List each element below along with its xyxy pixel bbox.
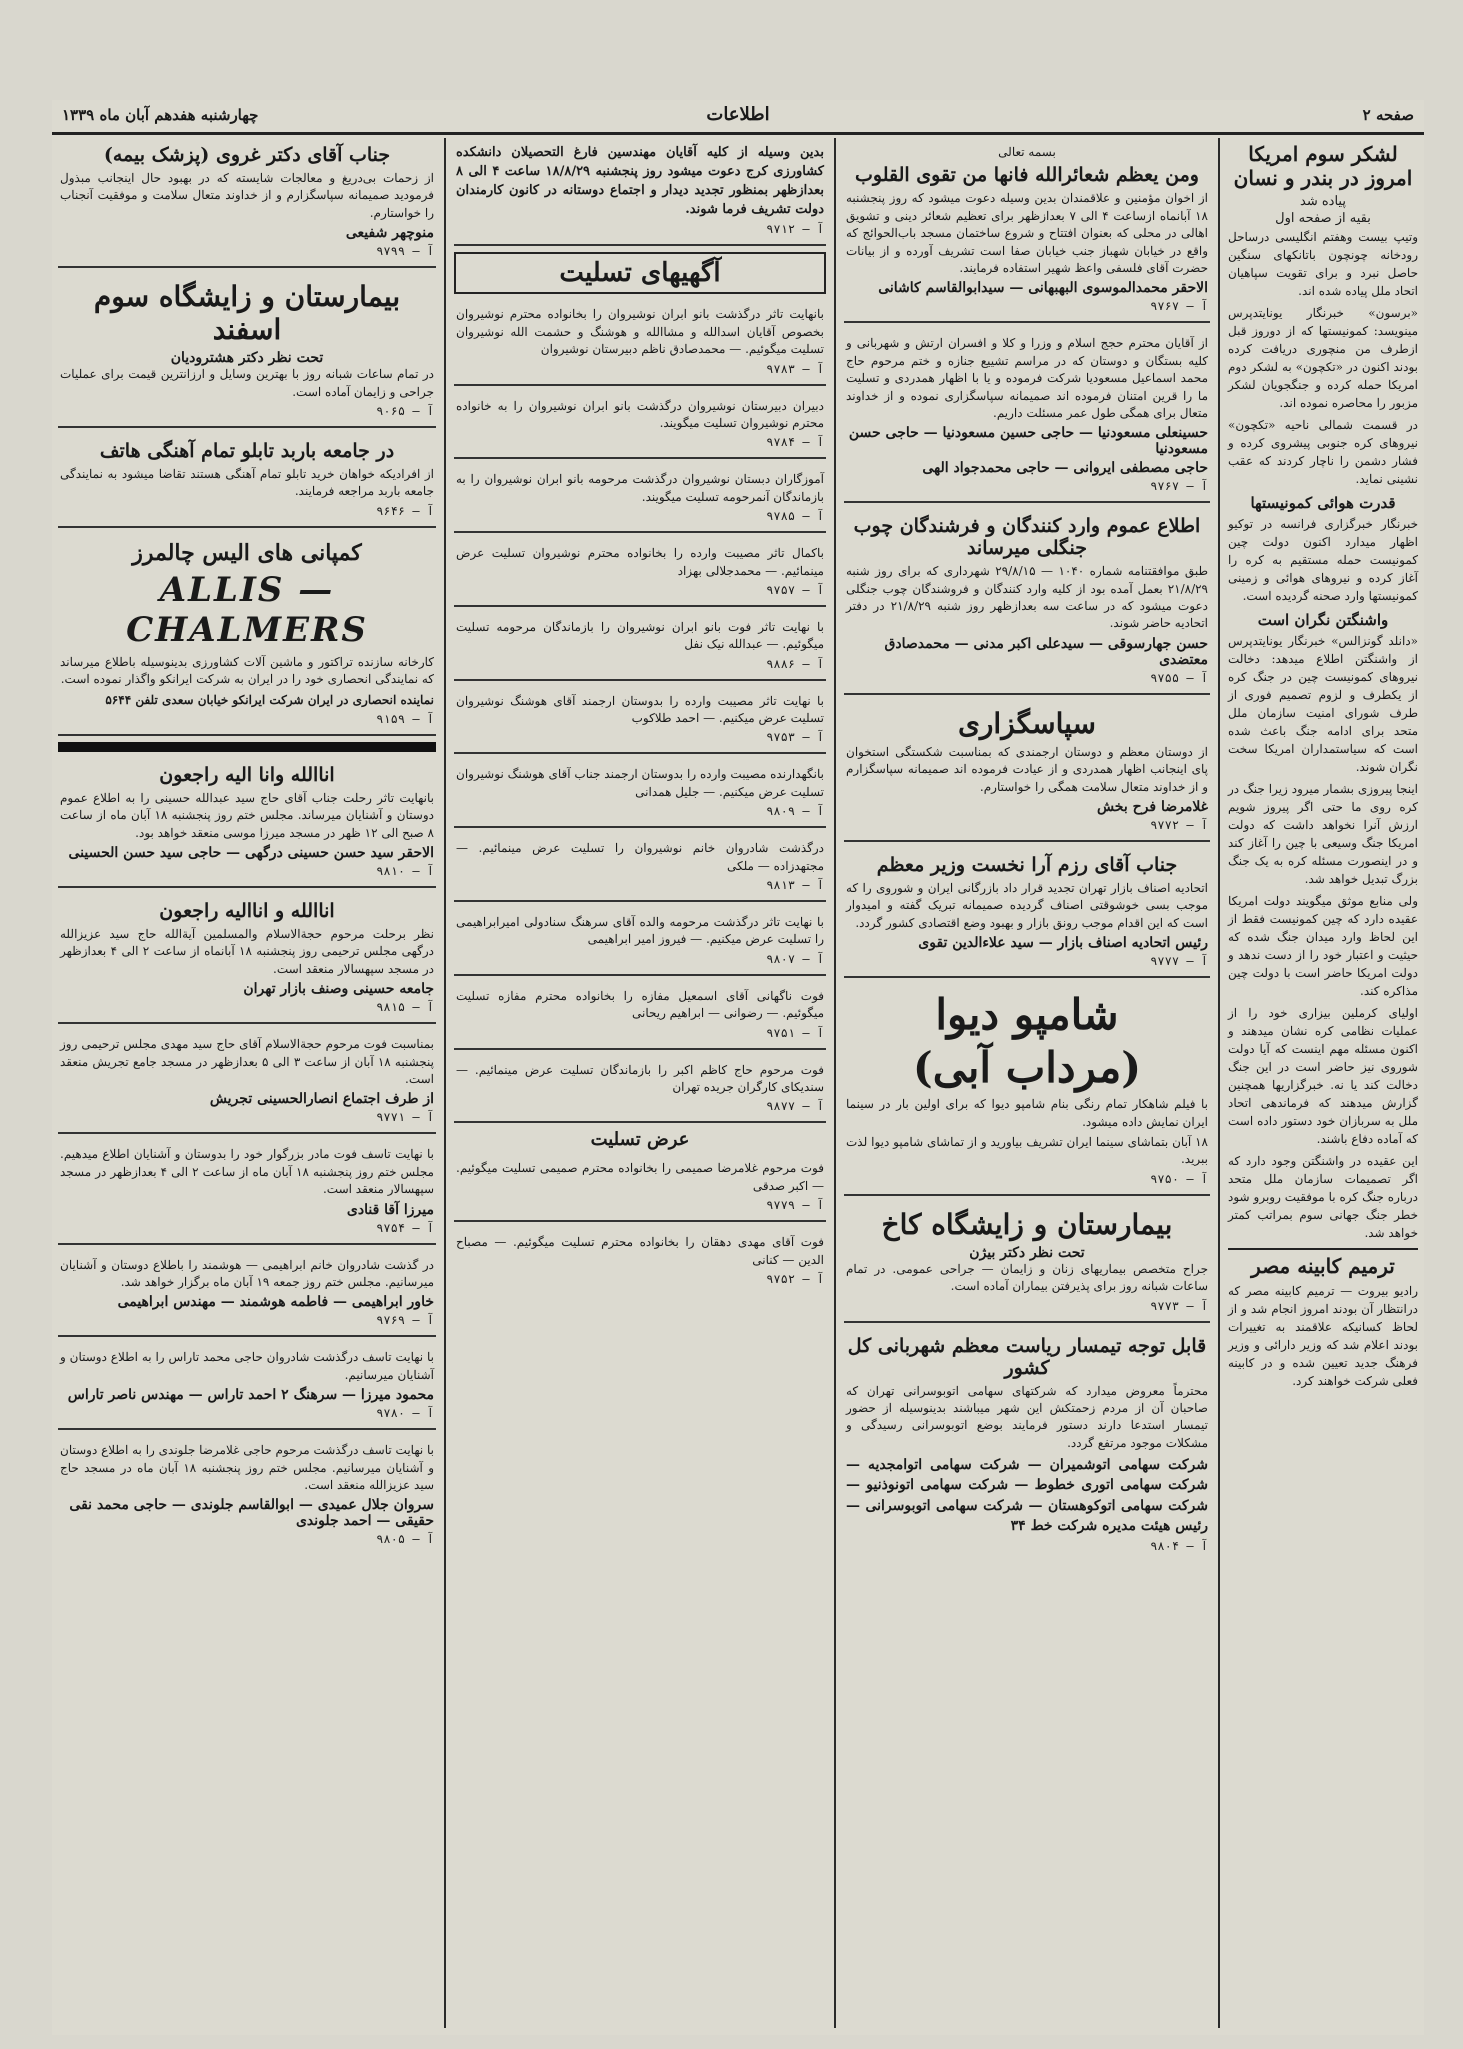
condolence-text: باکمال تاثر مصیبت وارده را بخانواده محترم نوشیروان تسلیت عرض مینمائیم. — محمدجلالی بهزاد <box>456 546 824 578</box>
ad-title: اطلاع عموم وارد کنندگان و فرشندگان چوب جنگلی میرساند <box>853 515 1201 560</box>
ad-text: بمناسبت فوت مرحوم حجة‌الاسلام آقای حاج سید مهدی مجلس ترحیمی روز پنجشنبه ۱۸ آبان از ساعت ۳ الی ۵ بعدازظهر در مسجد جامع تجریش منعقد است. <box>60 1037 435 1087</box>
column-divider <box>834 138 836 2028</box>
article-continued: بقیه از صفحه اول <box>1275 211 1371 226</box>
ad-text: بانهایت تاثر رحلت جناب آقای حاج سید عبدالله حسینی را به اطلاع عموم دوستان و آشنایان میرساند. مجلس ختم روز پنجشنبه ۱۸ آبان ماه از ساعت ۸ صبح الی ۱۲ ظهر در مسجد میرزا موسی منعقد خواهد بود. <box>60 790 434 840</box>
column-ads-4 <box>52 138 442 2028</box>
condolence-item <box>454 539 826 607</box>
ad-code: آ — ۹۸۰۵ <box>376 1532 434 1547</box>
ad-signature: جامعه حسینی وصنف بازار تهران <box>243 981 434 998</box>
ad-text: محترماً معروض میدارد که شرکتهای سهامی اتوبوسرانی تهران که صاحبان آن از مردم زحمتکش این شهر میباشند بدینوسیله از حضور تیمسار استدعا دارند دستور فرمایند بوضع اتوبوسرانی رسیدگی و مشکلات موجود مرتفع گردد. <box>846 1383 1208 1450</box>
article-paragraph: خبرنگار خبرگزاری فرانسه در توکیو اظهار میدارد اکنون دولت چین کمونیست حمله مستقیم به کره را آغاز کرده و نیروهای هوائی و زمینی کمونیستها وارد صحنه گردیده است. <box>1228 517 1418 603</box>
article-paragraph: «برسون» خبرنگار یونایتدپرس مینویسد: کمونیستها که از دوروز قبل ازطرف من منچوری دریافت کرده بودند اکنون در «تکچون» به لشکر دوم امریکا حمله کرده و جنگجویان لشکر مزبور را محاصره نموده اند. <box>1228 306 1418 410</box>
ad-text: با نهایت تاسف درگذشت شادروان حاجی محمد تاراس را به اطلاع دوستان و آشنایان میرسانیم. <box>60 1350 434 1382</box>
ad-code: آ — ۹۸۷۷ <box>766 1099 824 1114</box>
condolence-text: بانهایت تاثر درگذشت بانو ابران نوشیروان را بخانواده محترم نوشیروان بخصوص آقایان اسدالله و مشاالله و هوشنگ و حشمت الله نوشیروان تسلیت میگوئیم. — محمدصادق ناظم دبیرستان نوشیروان <box>456 307 824 357</box>
ad-subtitle: تحت نظر دکتر هشترودیان <box>170 350 324 367</box>
ad-dr-gharavi <box>58 138 436 268</box>
condolence-item <box>454 300 826 385</box>
page-number: صفحه ۲ <box>1362 106 1414 124</box>
condolence-text: بانگهدارنده مصیبت وارده را بدوستان ارجمند جناب آقای هوشنگ نوشیروان تسلیت عرض میکنیم. — جلیل همدانی <box>456 767 824 799</box>
ad-wood-sellers <box>844 509 1210 695</box>
ad-obituary-2 <box>58 894 436 1024</box>
condolence-item <box>454 834 826 902</box>
ad-title: جناب آقای دکتر غروی (پزشک بیمه) <box>103 144 391 166</box>
ad-text: با نهایت تاسف درگذشت مرحوم حاجی غلامرضا جلوندی را به اطلاع دوستان و آشنایان میرسانیم. مجلس ختم روز پنجشنبه ۱۸ آبان ماه در مسجد حاج سید عزیزالله منعقد است. <box>60 1443 434 1492</box>
article-title: ترمیم کابینه مصر <box>1251 1254 1395 1278</box>
condolence-item <box>454 392 826 460</box>
article-paragraph: ولی منابع موثق میگویند دولت امریکا عقیده دارد که چین کمونیست فقط از این لحاظ وارد میدان جنگ شده که حیثیت و اعتبار خود را از دست ندهد و دولت امریکا حاضر است با دولت چین مذاکره کند. <box>1228 894 1418 998</box>
condolence-text: درگذشت شادروان خانم نوشیروان را تسلیت عرض مینمائیم. — مجتهدزاده — ملکی <box>456 841 824 873</box>
column-divider <box>444 138 446 2028</box>
ad-text: با نهایت تاسف فوت مادر بزرگوار خود را بدوستان و آشنایان اطلاع میدهیم. مجلس ختم روز پنجشنبه ۱۸ آبان ماه از ساعت ۲ الی ۴ بعدازظهر در مسجد سپهسالار منعقد است. <box>60 1147 434 1197</box>
article-paragraph: وتیپ بیست وهفتم انگلیسی درساحل رودخانه چونچون باتانکهای سنگین حاصل نبرد و برای تقویت سپاهیان اتحاد ملل پیاده شده اند. <box>1228 230 1418 298</box>
article-egypt <box>1228 1248 1418 1390</box>
ad-code: آ — ۹۷۸۴ <box>766 435 824 450</box>
ad-obituary-7 <box>58 1436 436 1554</box>
ad-text: طبق موافقتنامه شماره ۱۰۴۰ — ۲۹/۸/۱۵ شهرداری که برای روز شنبه ۲۱/۸/۲۹ بعمل آمده بود از کلیه وارد کنندگان و فروشندگان چوب جنگلی دعوت میشود که در ساعت سه بعدازظهر روز شنبه ۲۱/۸/۲۹ در دفتر اتحادیه حاضر شوند. <box>846 564 1208 631</box>
ad-code: آ — ۹۸۰۹ <box>766 804 824 819</box>
column-divider <box>1218 138 1220 2028</box>
ad-text: از زحمات بی‌دریغ و معالجات شایسته که در بهبود حال اینجانب مبذول فرمودید صمیمانه سپاسگزارم و از خداوند متعال سلامت و موفقیت آنجناب را خواستارم. <box>60 171 434 220</box>
ad-code: آ — ۹۷۶۹ <box>376 1313 434 1328</box>
ad-obituary-1 <box>58 758 436 888</box>
condolence-item <box>454 1228 826 1294</box>
ad-signature: الاحقر محمدالموسوی البهبهانی — سیدابوالقاسم کاشانی <box>878 280 1208 297</box>
page-header <box>52 100 1424 130</box>
article-paragraph: این عقیده در واشنگتن وجود دارد که اگر تصمیمات سازمان ملل متحد درباره جنگ کره با موفقیت روبرو شود خطر جنگ جهانی سوم بمراتب کمتر خواهد شد. <box>1228 1154 1418 1240</box>
article-paragraph: «دانلد گونزالس» خبرنگار یونایتدپرس از واشنگتن اطلاع میدهد: دخالت نیروهای کمونیست چین در جنگ کره از یکطرف و لزوم تصمیم فوری از طرف شورای امنیت سازمان ملل متحد برای ادامه جنگ باعث شده است که سیاستمداران امریکا سخت نگران شوند. <box>1228 634 1418 774</box>
article-subtitle: پیاده شد <box>1300 194 1346 209</box>
condolence-text: با نهایت تاثر مصیبت وارده را بدوستان ارجمند آقای هوشنگ نوشیروان تسلیت عرض میکنیم. — احمد طلاکوب <box>456 693 824 726</box>
ad-signature: غلامرضا فرح بخش <box>1096 799 1208 816</box>
ad-bismillah: بسمه تعالی <box>998 145 1056 159</box>
ad-text: از دوستان معظم و دوستان ارجمندی که بمناسبت شکستگی استخوان پای اینجانب اظهار همدردی و از عیادت فرموده اند صمیمانه سپاسگزارم و از خداوند متعال سلامت همگی را خواستارم. <box>846 744 1208 794</box>
ad-code: آ — ۹۷۵۵ <box>1150 670 1208 685</box>
ad-code: آ — ۹۸۱۰ <box>376 864 434 879</box>
ad-code: آ — ۹۱۵۹ <box>376 711 434 726</box>
ad-code: آ — ۹۷۷۱ <box>376 1110 434 1125</box>
ad-signature: میرزا آقا قنادی <box>346 1201 434 1218</box>
header-rule <box>52 132 1424 135</box>
ad-code: آ — ۹۷۸۵ <box>766 509 824 524</box>
ad-text: نماینده انحصاری در ایران شرکت ایرانکو خیابان سعدی تلفن ۵۶۴۴ <box>105 692 434 707</box>
ad-code: آ — ۹۷۵۴ <box>376 1220 434 1235</box>
article-subheading: واشنگتن نگران است <box>1257 611 1389 629</box>
ad-text: در گذشت شادروان خانم ابراهیمی — هوشمند را باطلاع دوستان و آشنایان میرسانیم. مجلس ختم روز جمعه ۱۹ آبان ماه برگزار خواهد شد. <box>60 1257 434 1289</box>
condolence-text: فوت آقای مهدی دهقان را بخانواده محترم تسلیت میگوئیم. — مصباح الدین — کنانی <box>456 1235 824 1267</box>
ad-code: آ — ۹۷۹۹ <box>376 244 434 259</box>
ad-title: ومن یعظم شعائرالله فانها من تقوی القلوب <box>855 164 1199 187</box>
ad-signature: از طرف اجتماع انصارالحسینی تجریش <box>209 1091 434 1108</box>
ad-text: جراح متخصص بیماریهای زنان و زایمان — جراحی عمومی. در تمام ساعات شبانه روز برای پذیرفتن بیماران آماده است. <box>846 1261 1208 1294</box>
ad-title: بیمارستان و زایشگاه کاخ <box>881 1207 1173 1241</box>
condolence-text: دبیران دبیرستان نوشیروان درگذشت بانو ابران نوشیروان را به خانواده محترم نوشیروان تسلیت میگویند. <box>456 398 824 430</box>
ad-signature: محمود میرزا — سرهنگ ۲ احمد تاراس — مهندس ناصر تاراس <box>67 1387 434 1404</box>
ad-obituary-3 <box>58 1030 436 1134</box>
ad-code: آ — ۹۷۶۷ <box>1150 479 1208 494</box>
ad-text: بدین وسیله از کلیه آقایان مهندسین فارغ التحصیلان دانشکده کشاورزی کرج دعوت میشود روز پنجشنبه ۱۸/۸/۲۹ ساعت ۴ الی ۸ بعدازظهر بمنظور تجدید دیدار و اجتماع دوستانه در کانون کارمندان دولت تشریف فرما شوند. <box>456 145 824 217</box>
ad-mosque-invitation <box>844 138 1210 323</box>
ad-brand-latin: ALLIS — CHALMERS <box>126 569 368 650</box>
ad-code: آ — ۹۸۱۵ <box>376 1000 434 1015</box>
ad-title: شامپو دیوا <box>935 990 1119 1040</box>
article-korea <box>1228 142 1418 1242</box>
ad-esfand-hospital <box>58 274 436 428</box>
ad-code: آ — ۹۷۸۳ <box>766 361 824 376</box>
ad-title: قابل توجه تیمسار ریاست معظم شهربانی کل کشور <box>847 1334 1207 1379</box>
ad-allis-chalmers <box>58 534 436 736</box>
condolence-item <box>454 613 826 681</box>
condolence-text: فوت ناگهانی آقای اسمعیل مفازه را بخانواده محترم مفازه تسلیت میگوئیم. — رضوانی — ابراهیم ریحانی <box>456 988 824 1021</box>
condolence-item <box>454 1056 826 1124</box>
ad-title: در جامعه باربد تابلو تمام آهنگی هاتف <box>99 439 395 462</box>
ad-code: آ — ۹۷۵۱ <box>766 1025 824 1040</box>
condolence-text: با نهایت تاثر فوت بانو ابران نوشیروان را بازماندگان مرحومه تسلیت میگوئیم. — عبدالله نیک نفل <box>456 619 824 652</box>
condolence-text: آموزگاران دبستان نوشیروان درگذشت مرحومه بانو ابران نوشیروان را به بازماندگان آنمرحومه تسلیت میگویند. <box>456 472 824 504</box>
condolence-item <box>454 1154 826 1222</box>
ad-signature: حسینعلی مسعودنیا — حاجی حسین مسعودنیا — حاجی حسن مسعودنیا <box>848 425 1208 458</box>
ad-title-secondary: (مرداب آبی) <box>912 1043 1142 1093</box>
ad-code: آ — ۹۷۵۳ <box>766 730 824 745</box>
ad-thanks-masoudnia <box>844 329 1210 503</box>
ad-code: آ — ۹۷۸۰ <box>376 1406 434 1421</box>
column-news <box>1222 138 1424 2028</box>
ad-subtitle: تحت نظر دکتر بیژن <box>969 1244 1085 1261</box>
ad-text: اتحادیه اصناف بازار تهران تجدید قرار داد بازرگانی ایران و شوروی را که موجب بسی خوشوقتی اصناف گردیده صمیمانه تبریک گفته و امیدوار است که این اقدام موجب رونق بازار و بهبود وضع اقتصادی کشور گردد. <box>846 881 1208 930</box>
article-paragraph: رادیو بیروت — ترمیم کابینه مصر که درانتظار آن بودند امروز انجام شد و از لحاظ کسانیکه علاقمند به تغییرات بودند اعلام شد که وزیر دارائی و وزیر فرهنگ جدید تعیین شده و در کابینه فعلی شرکت خواهند کرد. <box>1228 1284 1418 1388</box>
ad-text: با فیلم شاهکار تمام رنگی بنام شامپو دیوا که برای اولین بار در سینما ایران نمایش داده میشود. <box>846 1097 1208 1129</box>
section-title: آگهیهای تسلیت <box>454 252 826 294</box>
ad-code: آ — ۹۸۱۳ <box>766 878 824 893</box>
ad-code: آ — ۹۷۷۷ <box>1150 954 1208 969</box>
ad-code: آ — ۹۰۶۵ <box>376 403 434 418</box>
ad-text: در تمام ساعات شبانه روز با بهترین وسایل و ارزانترین قیمت برای عملیات جراحی و زایمان آماده است. <box>60 367 434 399</box>
ad-signature: رئیس اتحادیه اصناف بازار — سید علاءالدین تقوی <box>918 935 1208 952</box>
article-subheading: قدرت هوائی کمونیستها <box>1250 494 1396 512</box>
condolence-text: با نهایت تاثر درگذشت مرحومه والده آقای سرهنگ سنادولی امیرابراهیمی را تسلیت عرض میکنیم. — فیروز امیر ابراهیمی <box>456 915 824 947</box>
ad-obituary-6 <box>58 1343 436 1430</box>
ad-gratitude <box>844 701 1210 842</box>
ad-title: بیمارستان و زایشگاه سوم اسفند <box>93 280 401 347</box>
ad-text: از اخوان مؤمنین و علاقمندان بدین وسیله دعوت میشود که روز پنجشنبه ۱۸ آبانماه ازساعت ۴ الی ۷ بعدازظهر برای تعظیم شعائر دینی و تشویق اهالی در محلی که بعنوان افتتاح و شروع ساختمان مسجد باب‌الحوائج که واقع در خیابان شهباز جنب خیابان صفا است تشریف آورده و از بیانات حضرت آقای فلسفی واعظ شهیر استفاده فرمایند. <box>846 191 1208 275</box>
ad-code: آ — ۹۷۷۹ <box>766 1198 824 1213</box>
ad-barbad <box>58 434 436 528</box>
issue-date: چهارشنبه هفدهم آبان ماه ۱۳۳۹ <box>62 106 259 124</box>
ad-code: آ — ۹۷۵۷ <box>766 582 824 597</box>
ad-title: جناب آقای رزم آرا نخست وزیر معظم <box>876 854 1178 877</box>
condolence-text: فوت مرحوم غلامرضا صمیمی را بخانواده محترم صمیمی تسلیت میگوئیم. — اکبر صدقی <box>456 1161 824 1193</box>
ad-code: آ — ۹۷۵۲ <box>766 1271 824 1286</box>
ad-code: آ — ۹۸۰۴ <box>1150 1539 1208 1554</box>
ad-code: آ — ۹۷۱۲ <box>766 222 824 237</box>
ad-text: کارخانه سازنده تراکتور و ماشین آلات کشاورزی بدینوسیله باطلاع میرساند که نمایندگی انحصاری خود را در ایران به شرکت ایرانکو واگذار نموده است. <box>60 654 434 687</box>
article-title: لشکر سوم امریکا امروز در بندر و نسان <box>1233 142 1413 190</box>
ad-text: شرکت سهامی اتوشمیران — شرکت سهامی اتوامجدیه — شرکت سهامی اتوری خطوط — شرکت سهامی اتونوذنیو — شرکت سهامی اتوکوهستان — شرکت سهامی اتوبوسرانی — رئیس هیئت مدیره شرکت خط ۳۴ <box>846 1457 1208 1534</box>
ad-code: آ — ۹۶۴۶ <box>376 503 434 518</box>
condolence-item <box>454 982 826 1050</box>
condolence-text: فوت مرحوم حاج کاظم اکبر را بازماندگان تسلیت عرض مینمائیم. — سندیکای کارگران جریده تهران <box>456 1062 824 1094</box>
ad-code: آ — ۹۸۰۷ <box>766 951 824 966</box>
ad-obituary-5 <box>58 1251 436 1338</box>
ad-text: از آقایان محترم حجج اسلام و وزرا و کلا و افسران ارتش و شهربانی و کلیه بستگان و دوستان که در مراسم تشییع جنازه و ختم مرحوم حاج محمد اسماعیل مسعودیا شرکت فرموده و یا با اظهار همدردی و تسلیت ما را قرین امتنان فرموده اند صمیمانه سپاسگزاری نموده و از خداوند متعال برای همگی طول عمر مسئلت داریم. <box>846 336 1208 420</box>
ad-title: اناالله و اناالیه راجعون <box>159 900 335 923</box>
section-subtitle: عرض تسلیت <box>590 1129 690 1151</box>
ad-signature: سروان جلال عمیدی — ابوالقاسم جلوندی — حاجی محمد نقی حقیقی — احمد جلوندی <box>69 1497 434 1530</box>
ad-title: کمپانی های الیس چالمرز <box>132 539 362 566</box>
ad-signature: منوچهر شفیعی <box>345 225 434 242</box>
ad-agriculture-alumni <box>454 138 826 246</box>
column-condolences <box>448 138 832 2028</box>
condolence-item <box>454 908 826 976</box>
ad-title: اناالله وانا الیه راجعون <box>159 763 335 786</box>
ad-signature: حسن جهارسوقی — سیدعلی اکبر مدنی — محمدصادق معتضدی <box>884 635 1208 668</box>
ad-code: آ — ۹۸۸۶ <box>766 656 824 671</box>
ad-signature: حاجی مصطفی ایروانی — حاجی محمدجواد الهی <box>922 460 1208 477</box>
ad-text: نظر برحلت مرحوم حجة‌الاسلام والمسلمین آیةالله حاج سید عزیزالله درگهی مجلس ترحیمی روز پنجشنبه ۱۸ آبانماه از ساعت ۲ الی ۴ بعدازظهر در مسجد سپهسالار منعقد است. <box>60 927 434 976</box>
ad-text: از افرادیکه خواهان خرید تابلو تمام آهنگی هستند تقاضا میشود به نمایندگی جامعه باربد مراجعه فرمایند. <box>60 466 435 499</box>
newspaper-name: اطلاعات <box>706 104 770 125</box>
ad-kakh-hospital <box>844 1202 1210 1323</box>
article-paragraph: اولیای کرملین بیزاری خود را از عملیات نظامی کره نشان میدهند و اکنون مسئله مهم اینست که آیا دولت شوروی نیز حاضر است در این جنگ دخالت کند یا نه. خبرگزاریها همچنین گزارش میدهند که فرماندهی اتحاد ملل به سربازان خود دستور داده است که آماده دفاع باشند. <box>1228 1006 1418 1146</box>
ad-code: آ — ۹۷۷۲ <box>1150 818 1208 833</box>
ad-signature: خاور ابراهیمی — فاطمه هوشمند — مهندس ابراهیمی <box>117 1294 434 1311</box>
divider-banner <box>58 742 436 752</box>
ad-code: آ — ۹۷۵۰ <box>1150 1171 1208 1186</box>
ad-cinema <box>844 984 1210 1196</box>
article-paragraph: اینجا پیروزی بشمار میرود زیرا جنگ در کره روی ما حتی اگر پیروز شویم ارزش آنرا نخواهد داشت که دولت امریکا جنگ وسیعی با چین را آغاز کند و در اینصورت مسئله کره به یک جنگ بزرگ تبدیل خواهد شد. <box>1228 782 1418 886</box>
ad-signature: الاحقر سید حسن حسینی درگهی — حاجی سید حسن الحسینی <box>68 845 434 862</box>
ad-bus-companies <box>844 1329 1210 1562</box>
article-paragraph: در قسمت شمالی ناحیه «تکچون» نیروهای کره جنوبی پیشروی کرده و فشار دشمن را ناچار کردند که عقب نشینی نماید. <box>1228 418 1418 486</box>
ad-prime-minister <box>844 848 1210 978</box>
column-ads-2 <box>838 138 1216 2028</box>
condolence-item <box>454 687 826 755</box>
condolence-item <box>454 465 826 533</box>
condolence-item <box>454 760 826 828</box>
ad-text: ۱۸ آبان بتماشای سینما ایران تشریف بیاورید و از تماشای شامپو دیوا لذت ببرید. <box>846 1134 1208 1167</box>
ad-title: سپاسگزاری <box>957 706 1097 740</box>
ad-code: آ — ۹۷۶۷ <box>1150 299 1208 314</box>
ad-code: آ — ۹۷۷۳ <box>1150 1298 1208 1313</box>
ad-obituary-4 <box>58 1140 436 1244</box>
